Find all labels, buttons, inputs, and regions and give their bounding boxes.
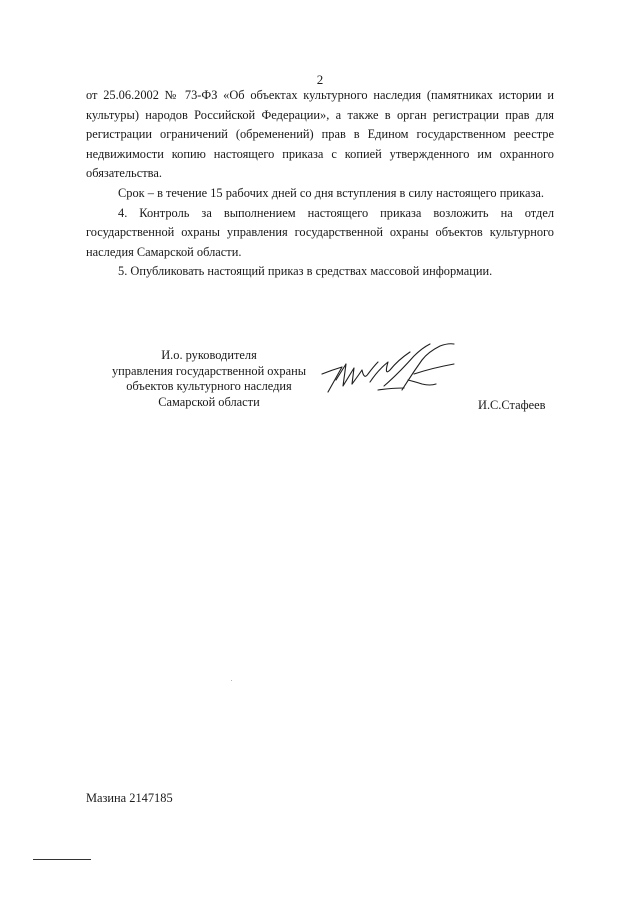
paragraph-item-4: 4. Контроль за выполнением настоящего приказа возложить на отдел государственной охраны управления государственной охраны объектов культурного наследия Самарской области. — [86, 205, 554, 259]
signatory-name: И.С.Стафеев — [478, 398, 546, 412]
document-body — [86, 86, 554, 282]
paragraph-item-5: 5. Опубликовать настоящий приказ в средствах массовой информации. — [118, 264, 493, 279]
signatory-title-line: Самарской области — [158, 394, 260, 409]
signatory-title-line: управления государственной охраны — [111, 363, 307, 378]
handwritten-signature — [318, 340, 466, 400]
page-number: 2 — [316, 72, 324, 87]
signatory-title-line: И.о. руководителя — [161, 348, 257, 362]
paragraph-deadline: Срок – в течение 15 рабочих дней со дня вступления в силу настоящего приказа. — [118, 185, 544, 200]
signatory-title-block — [100, 348, 318, 410]
scan-artifact — [231, 680, 232, 681]
footer-rule — [33, 859, 91, 860]
paragraph-continuation: от 25.06.2002 № 73-ФЗ «Об объектах культурного наследия (памятниках истории и культуры) народов Российской Федерации», а также в орган регистрации прав для регистрации ограничений (обременений) прав в Едином государственном реестре недвижимости копию настоящего приказа с копией утвержденного им охранного обязательства. — [86, 88, 554, 181]
executor-info: Мазина 2147185 — [86, 791, 173, 805]
signatory-title-line: объектов культурного наследия — [126, 379, 292, 393]
